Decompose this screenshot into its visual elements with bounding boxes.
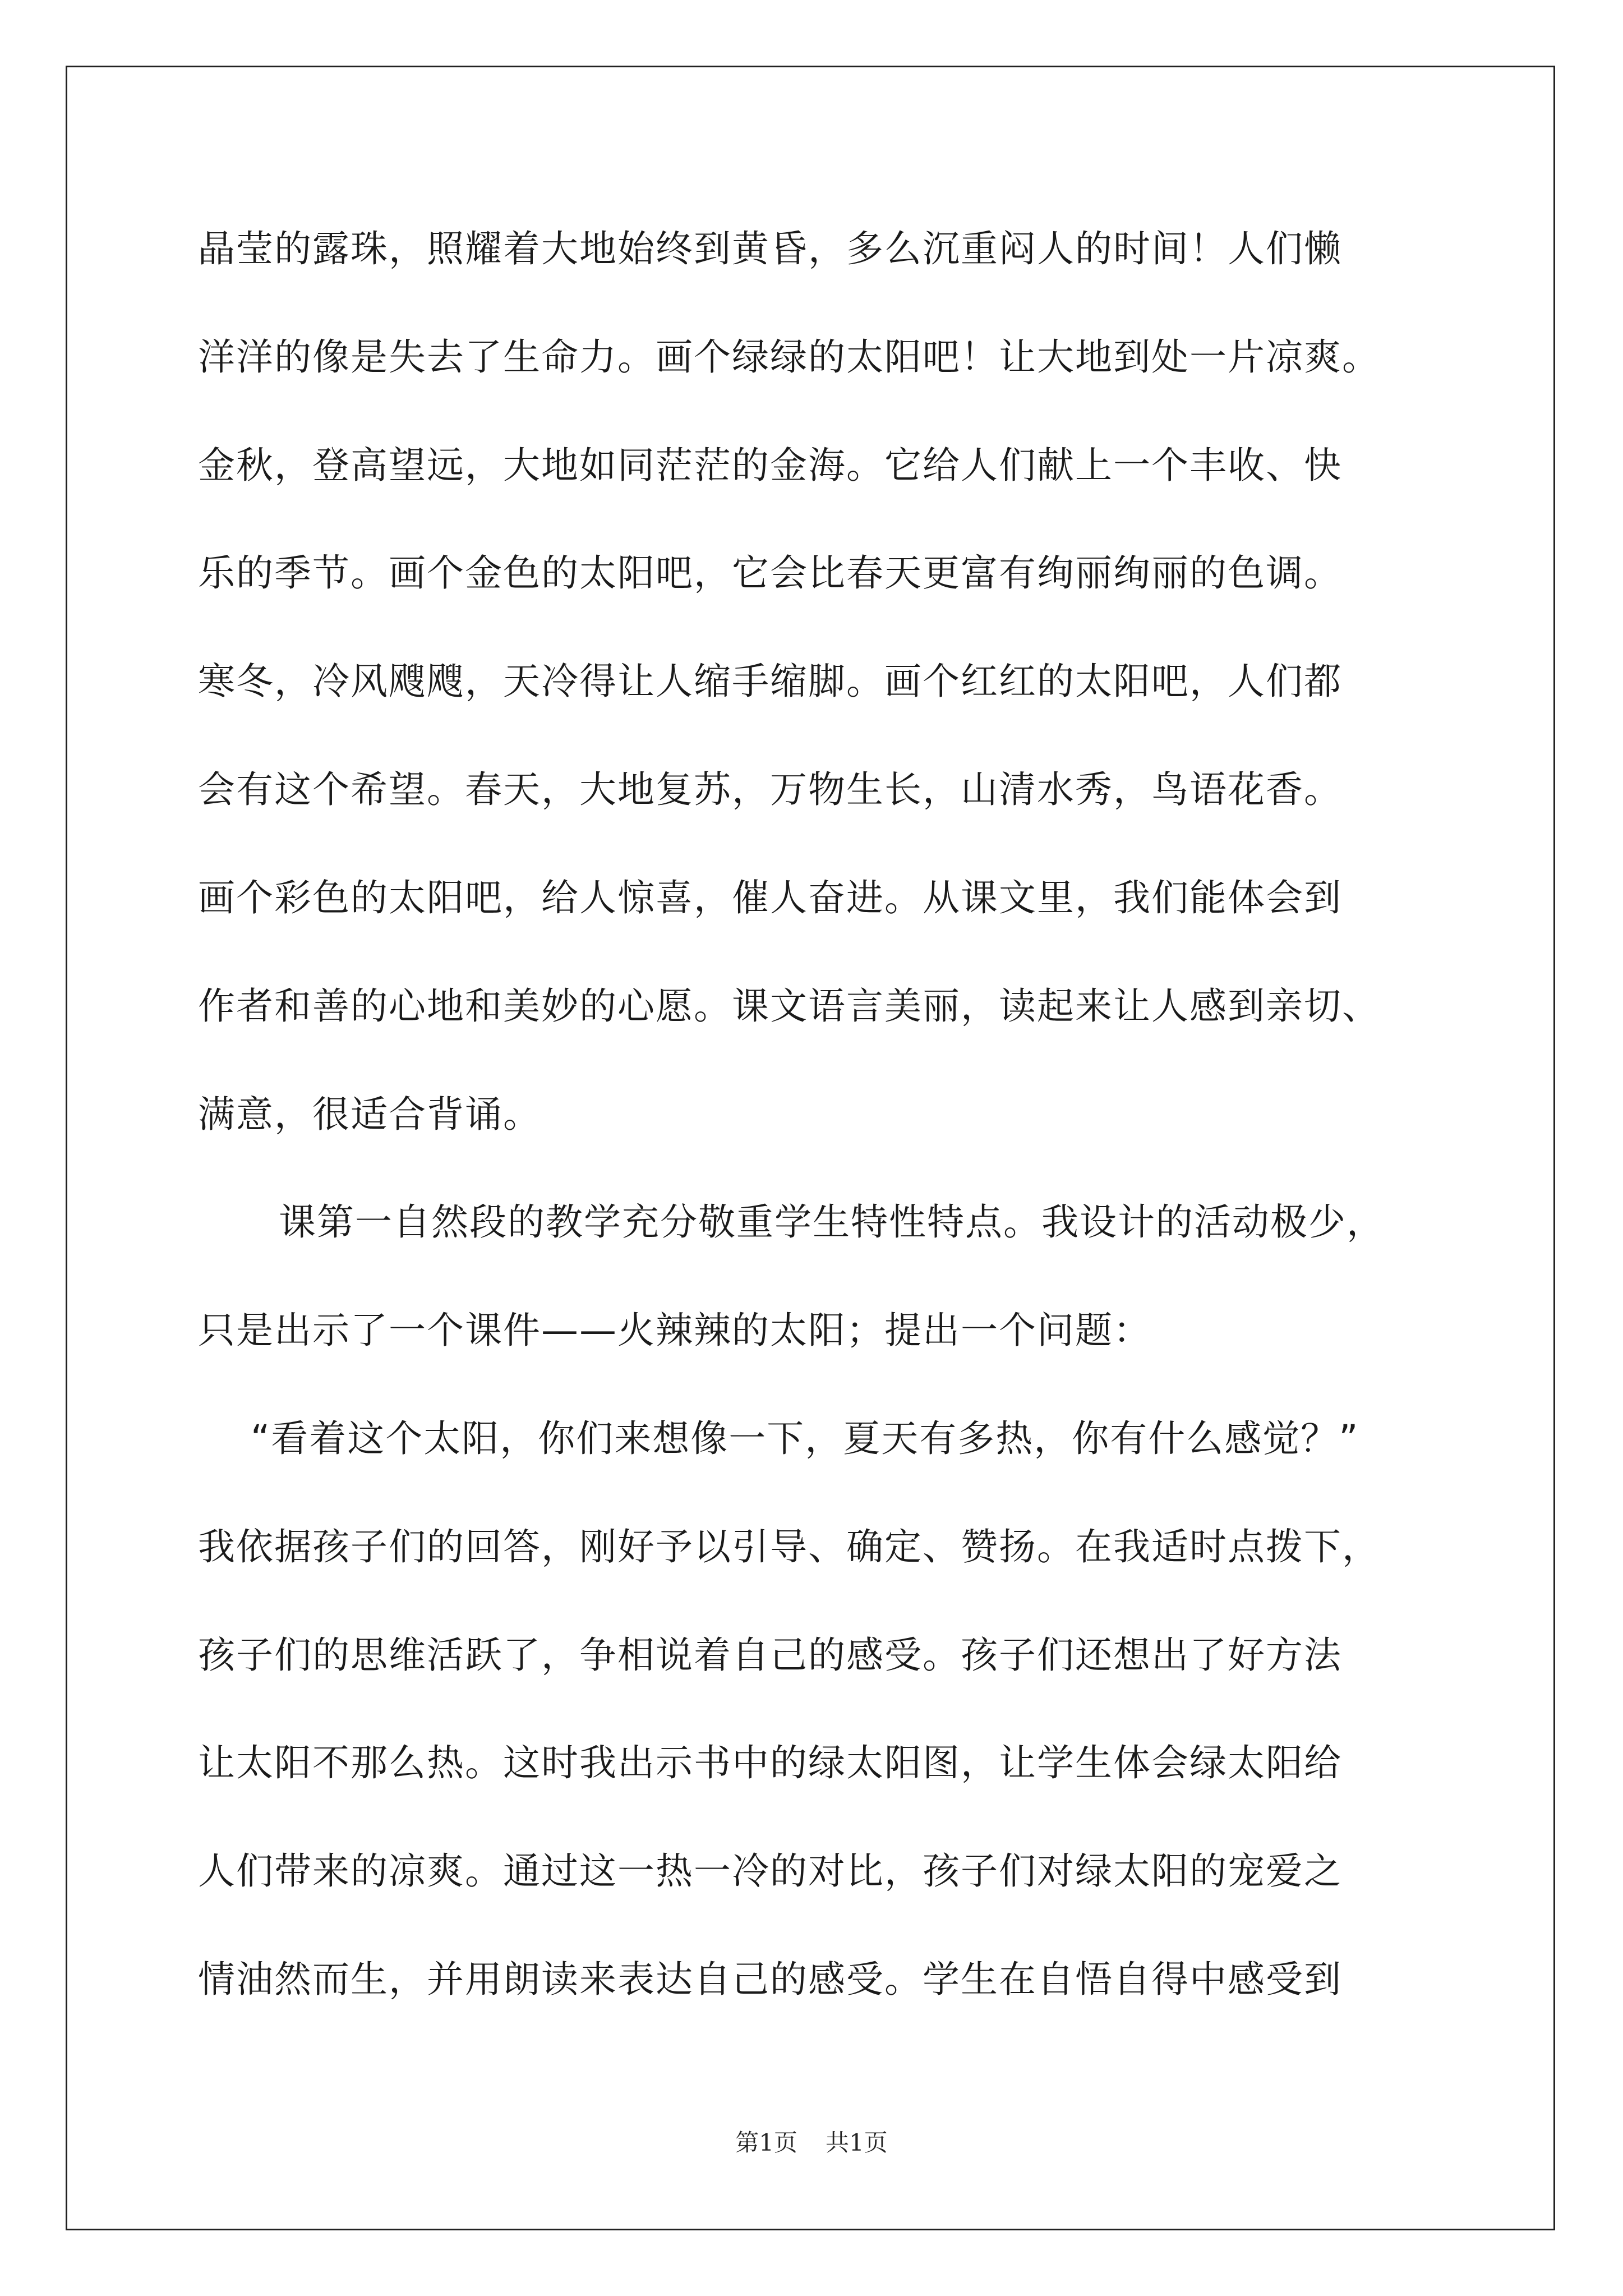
text-line: 满意，很适合背诵。 [198,1093,541,1136]
text-line: 金秋，登高望远，大地如同茫茫的金海。它给人们献上一个丰收、快 [198,444,1342,487]
quoted-question-line: “看着这个太阳，你们来想像一下，夏天有多热，你有什么感觉？” [251,1417,1359,1460]
page-total: 共1页 [826,2129,888,2156]
text-line: 洋洋的像是失去了生命力。画个绿绿的太阳吧！让大地到处一片凉爽。 [198,335,1380,379]
text-line: 画个彩色的太阳吧，给人惊喜，催人奋进。从课文里，我们能体会到 [198,876,1342,919]
text-line: 晶莹的露珠，照耀着大地始终到黄昏，多么沉重闷人的时间！人们懒 [198,227,1342,270]
text-line: 会有这个希望。春天，大地复苏，万物生长，山清水秀，鸟语花香。 [198,768,1342,811]
text-line: 只是出示了一个课件——火辣辣的太阳；提出一个问题： [198,1309,1151,1352]
text-line: 乐的季节。画个金色的太阳吧，它会比春天更富有绚丽绚丽的色调。 [198,551,1342,595]
text-line: 孩子们的思维活跃了，争相说着自己的感受。孩子们还想出了好方法 [198,1634,1342,1677]
text-line: 情油然而生，并用朗读来表达自己的感受。学生在自悟自得中感受到 [198,1958,1342,2001]
text-line: 作者和善的心地和美妙的心愿。课文语言美丽，读起来让人感到亲切、 [198,984,1380,1028]
page-number: 第1页 [735,2129,797,2156]
text-line: 我依据孩子们的回答，刚好予以引导、确定、赞扬。在我适时点拨下， [198,1525,1380,1568]
text-line: 让太阳不那么热。这时我出示书中的绿太阳图，让学生体会绿太阳给 [198,1741,1342,1784]
page-border [66,66,1555,2230]
paragraph-first-line: 课第一自然段的教学充分敬重学生特性特点。我设计的活动极少， [279,1200,1385,1244]
text-line: 人们带来的凉爽。通过这一热一冷的对比，孩子们对绿太阳的宠爱之 [198,1849,1342,1893]
text-line: 寒冬，冷风飕飕，天冷得让人缩手缩脚。画个红红的太阳吧，人们都 [198,660,1342,703]
page-footer [0,2129,1623,2157]
